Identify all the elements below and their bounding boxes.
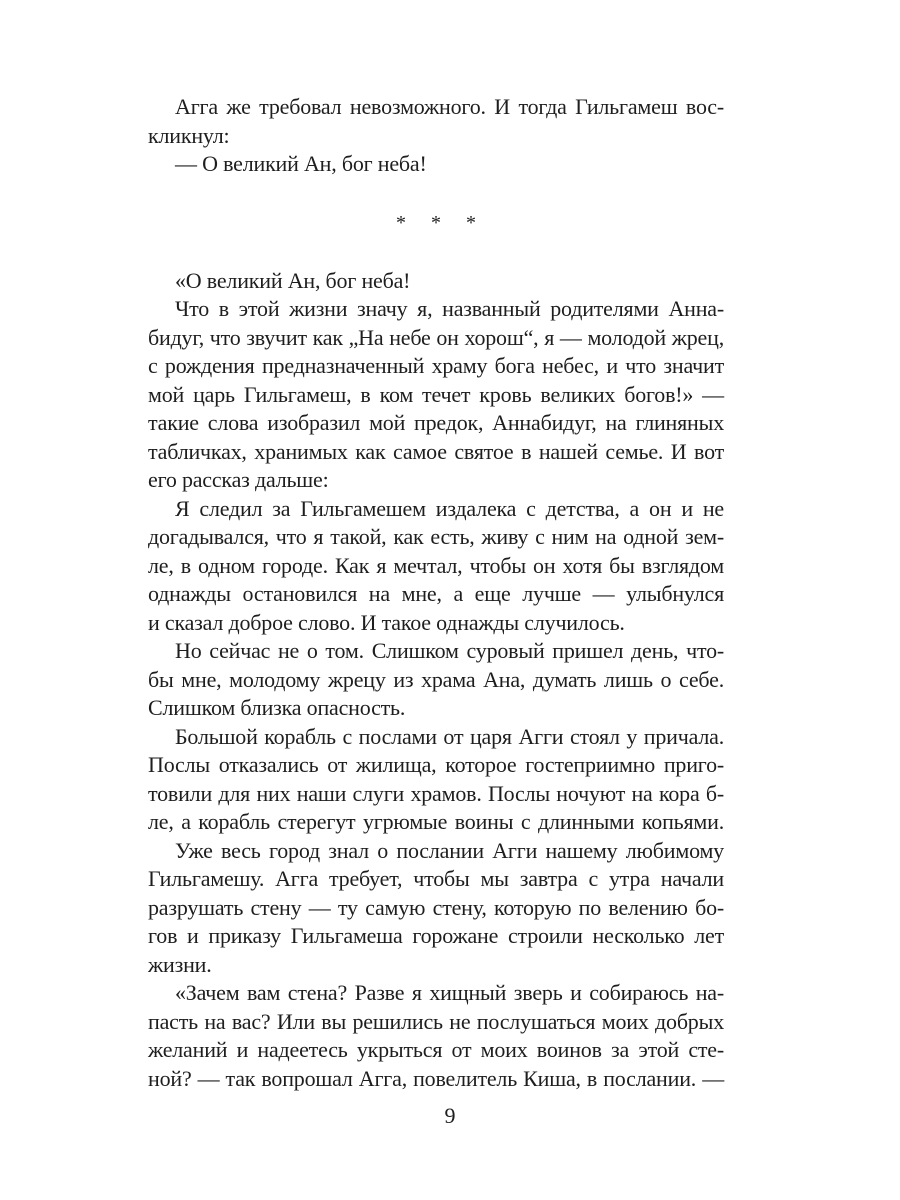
- text-line: ле, в одном городе. Как я мечтал, чтобы он хотя бы взглядом: [148, 552, 724, 578]
- text-line: такие слова изобразил мой предок, Аннабидуг, на глиняных: [148, 410, 724, 435]
- text-block-before-separator: [148, 93, 724, 179]
- text-line: Уже весь город знал о послании Агги нашему любимому: [175, 837, 724, 863]
- text-line: Что в этой жизни значу я, названный родителями Анна-: [175, 296, 724, 321]
- page-number: 9: [444, 1103, 456, 1128]
- text-line: гов и приказу Гильгамеша горожане строили несколько лет: [148, 923, 724, 948]
- text-line: однажды остановился на мне, а еще лучше — улыбнулся: [148, 581, 724, 606]
- text-line: товили для них наши слуги храмов. Послы ночуют на кора б-: [148, 780, 724, 806]
- text-line: Слишком близка опасность.: [148, 695, 406, 720]
- text-line: Я следил за Гильгамешем издалека с детства, а он и не: [175, 495, 724, 521]
- text-line: пасть на вас? Или вы решились не послушаться моих добрых: [148, 1008, 724, 1034]
- text-line: Гильгамешу. Агга требует, чтобы мы завтра с утра начали: [148, 866, 724, 891]
- section-separator: * * *: [396, 211, 486, 234]
- text-line: бидуг, что звучит как „На небе он хорош“, я — молодой жрец,: [148, 324, 724, 350]
- text-block-after-separator: [148, 267, 724, 1094]
- text-line: желаний и надеетесь укрыться от моих воинов за этой сте-: [148, 1037, 724, 1062]
- text-line: Большой корабль с послами от царя Агги стоял у причала.: [175, 723, 724, 749]
- text-line: ной? — так вопрошал Агга, повелитель Киша, в послании. —: [148, 1065, 724, 1091]
- text-line: табличках, хранимых как самое святое в нашей семье. И вот: [148, 438, 724, 464]
- text-line: бы мне, молодому жрецу из храма Ана, думать лишь о себе.: [148, 666, 724, 692]
- text-line: Послы отказались от жилища, которое гостеприимно приго-: [148, 752, 724, 777]
- text-line: «Зачем вам стена? Разве я хищный зверь и собираюсь на-: [175, 980, 724, 1005]
- text-line: догадывался, что я такой, как есть, живу с ним на одной зем-: [148, 524, 724, 549]
- text-line: с рождения предназначенный храму бога небес, и что значит: [148, 353, 724, 378]
- text-line: ле, а корабль стерегут угрюмые воины с длинными копьями.: [148, 809, 724, 834]
- text-line: разрушать стену — ту самую стену, которую по велению бо-: [148, 894, 724, 920]
- text-line: «О великий Ан, бог неба!: [175, 267, 411, 293]
- text-line: — О великий Ан, бог неба!: [175, 151, 427, 176]
- text-line: Агга же требовал невозможного. И тогда Гильгамеш вос-: [175, 94, 724, 119]
- text-line: жизни.: [148, 951, 212, 977]
- text-line: мой царь Гильгамеш, в ком течет кровь великих богов!» —: [148, 381, 724, 407]
- text-line: кликнул:: [148, 122, 230, 148]
- page-body: [148, 93, 724, 1093]
- text-line: и сказал доброе слово. И такое однажды случилось.: [148, 609, 625, 635]
- text-line: его рассказ дальше:: [148, 467, 329, 492]
- text-line: Но сейчас не о том. Слишком суровый пришел день, что-: [175, 638, 724, 663]
